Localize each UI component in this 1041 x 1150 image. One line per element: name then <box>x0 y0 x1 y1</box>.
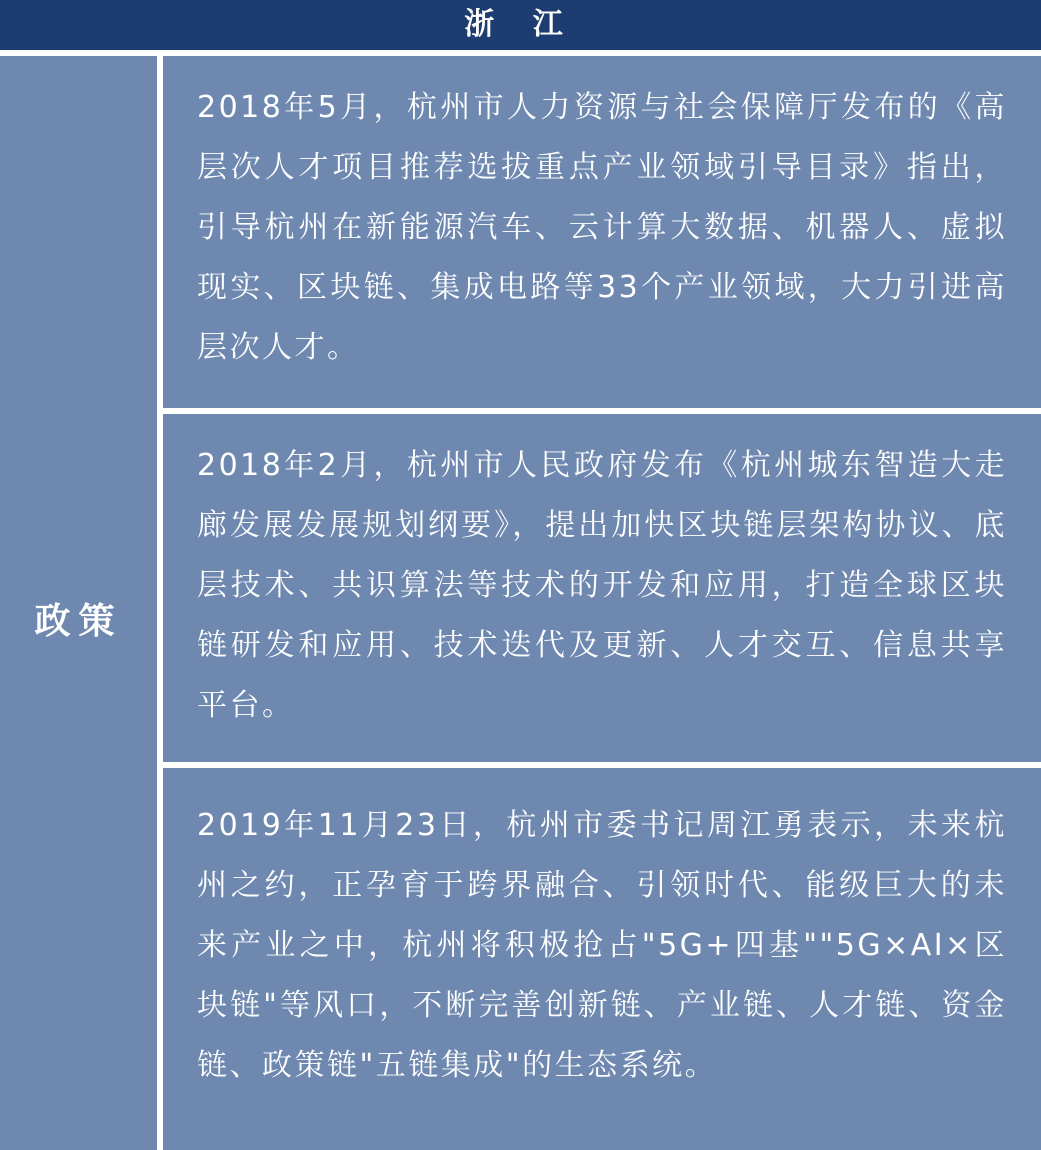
policy-item-3-text: 2019年11月23日，杭州市委书记周江勇表示，未来杭州之约，正孕育于跨界融合、引领时代、能级巨大的未来产业之中，杭州将积极抢占"5G+四基""5G×AI×区块链"等风口，不断完善创新链、产业链、人才链、资金链、政策链"五链集成"的生态系统。 <box>197 808 1007 1083</box>
policy-item-2 <box>163 414 1041 762</box>
region-title: 浙 江 <box>464 7 577 42</box>
policy-item-2-text: 2018年2月，杭州市人民政府发布《杭州城东智造大走廊发展发展规划纲要》，提出加快区块链层架构协议、底层技术、共识算法等技术的开发和应用，打造全球区块链研发和应用、技术迭代及更新、人才交互、信息共享平台。 <box>197 448 1007 723</box>
policy-item-3 <box>163 768 1041 1150</box>
row-label: 政策 <box>34 600 123 642</box>
row-label-cell <box>0 56 157 1150</box>
policy-item-1 <box>163 56 1041 408</box>
policy-item-1-text: 2018年5月，杭州市人力资源与社会保障厅发布的《高层次人才项目推荐选拔重点产业领域引导目录》指出，引导杭州在新能源汽车、云计算大数据、机器人、虚拟现实、区块链、集成电路等33个产业领域，大力引进高层次人才。 <box>197 90 1007 365</box>
region-header <box>0 0 1041 50</box>
